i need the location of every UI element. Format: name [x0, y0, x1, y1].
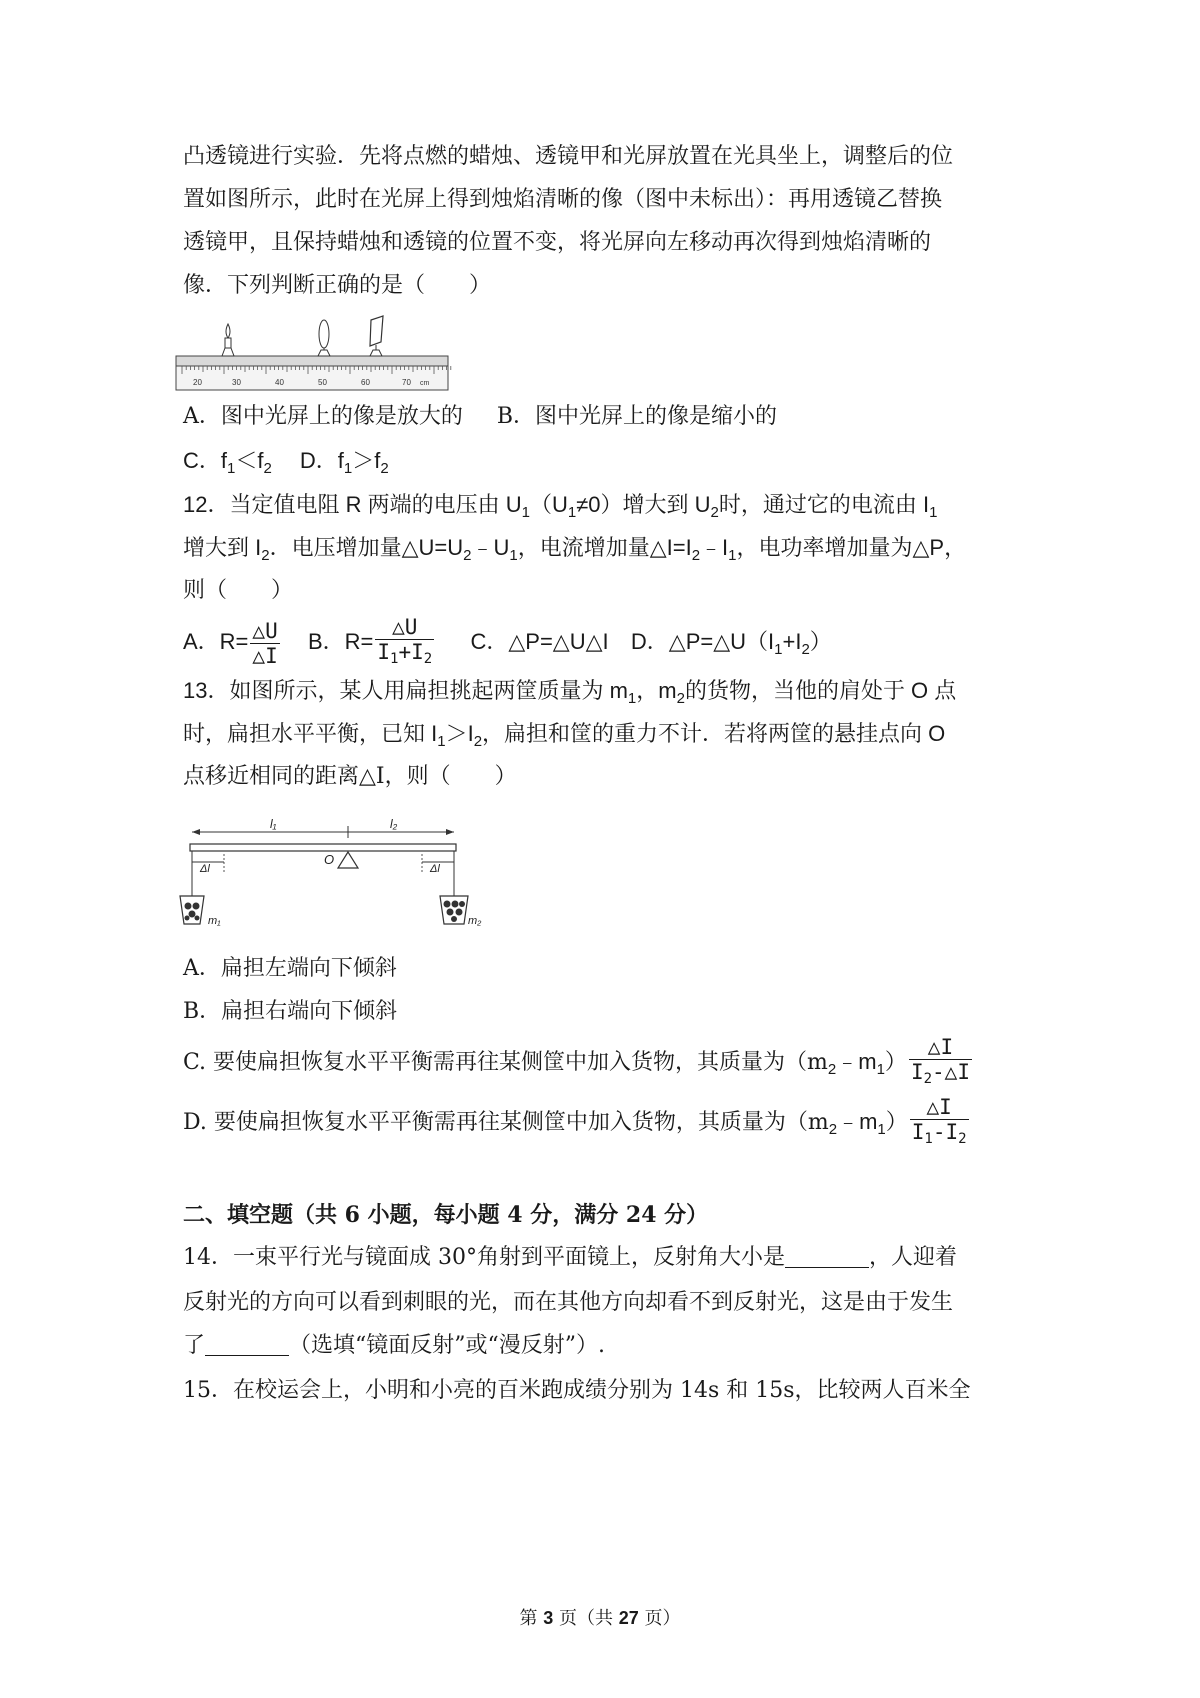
tick-label-20: 20	[193, 378, 202, 387]
tick-label-50: 50	[318, 378, 327, 387]
q14-line-2: 反射光的方向可以看到刺眼的光，而在其他方向却看不到反射光，这是由于发生	[183, 1290, 954, 1315]
q12-option-a: A．R= $\frac{\triangle U}{\triangle I}$	[183, 618, 278, 668]
q13-line-3: 点移近相同的距离△I，则（ ）	[183, 764, 517, 789]
label-dl-left: Δl	[200, 863, 210, 875]
fulcrum-o	[338, 852, 358, 868]
label-o: O	[324, 852, 335, 867]
candle	[222, 324, 234, 356]
q12-option-c: C．△P=△U△I	[470, 629, 609, 654]
tick-label-70: 70	[402, 378, 411, 387]
page-total: 27	[618, 1608, 639, 1628]
q11-option-d: D．$f_1>f_2$	[299, 448, 389, 477]
q12-options	[183, 614, 832, 678]
light-screen	[370, 316, 383, 356]
q11-line-3: 透镜甲，且保持蜡烛和透镜的位置不变，将光屏向左移动再次得到烛焰清晰的	[183, 230, 932, 255]
answer-blank-2[interactable]	[205, 1333, 289, 1356]
q14-line-3: 了 （选填“镜面反射”或“漫反射”）.	[183, 1333, 605, 1358]
q13-option-a: A．扁担左端向下倾斜	[183, 956, 397, 981]
q12-line-1: 12．当定值电阻 R 两端的电压由 $U_1(U_1\ne 0)$增大到 $U_2$时，通过它的电流由 $I_1$	[183, 492, 938, 521]
q11-option-c: C．$f_1<f_2$	[183, 448, 272, 477]
q11-options-row-1	[183, 402, 777, 432]
label-m2: m₂	[468, 915, 482, 927]
q15-line-1: 15．在校运会上，小明和小亮的百米跑成绩分别为 14s 和 15s，比较两人百米全	[183, 1378, 971, 1403]
q13-option-c: C. 要使扁担恢复水平平衡需再往某侧筐中加入货物，其质量为$(m_2﹣m_1)$ $\frac{\triangle I}{I_2-\triangle I}$	[183, 1035, 970, 1087]
tick-label-40: 40	[275, 378, 284, 387]
label-l2: l₂	[390, 817, 398, 831]
q14-line-1: 14．一束平行光与镜面成 30°角射到平面镜上，反射角大小是 ，人迎着	[183, 1245, 957, 1270]
q13-option-b: B．扁担右端向下倾斜	[183, 999, 398, 1024]
shoulder-pole-figure	[178, 812, 482, 936]
q13-option-d: D. 要使扁担恢复水平平衡需再往某侧筐中加入货物，其质量为$(m_2﹣m_1)$ $\frac{\triangle I}{I_1-I_2}$	[183, 1095, 967, 1147]
pole	[190, 844, 456, 851]
q13-line-1: 13．如图所示，某人用扁担挑起两筐质量为 $m_1$，$m_2$的货物，当他的肩处于 O 点	[183, 678, 957, 707]
label-m1: m₁	[208, 915, 221, 927]
tick-label-30: 30	[232, 378, 241, 387]
tick-unit: cm	[420, 380, 430, 387]
q13-line-2: 时，扁担水平平衡，已知 $I_1>I_2$，扁担和筐的重力不计．若将两筐的悬挂点向 O	[183, 721, 946, 750]
optical-bench-figure	[176, 312, 450, 392]
q11-option-b: B．图中光屏上的像是缩小的	[496, 404, 778, 429]
label-dl-right: Δl	[430, 863, 440, 875]
answer-blank-1[interactable]	[785, 1245, 869, 1268]
q11-options-row-2	[183, 446, 389, 484]
convex-lens	[318, 320, 330, 356]
page-number: 3	[543, 1608, 554, 1628]
section-heading: 二、填空题（共 6 小题，每小题 4 分，满分 24 分）	[183, 1202, 709, 1228]
label-l1: l₁	[270, 817, 277, 831]
page-footer: 第 3 页（共 27 页）	[519, 1608, 681, 1629]
q12-line-3: 则（ ）	[183, 578, 294, 603]
tick-label-60: 60	[361, 378, 370, 387]
q11-option-a: A．图中光屏上的像是放大的	[183, 404, 463, 429]
q12-option-b: B．R= $\frac{\triangle U}{I_1+I_2}$	[307, 615, 433, 668]
q12-line-2: 增大到 $I_2$．电压增加量$\triangle U=U_2﹣U_1$，电流增加量$\triangle I=I_2﹣I_1$，电功率增加量为△P，	[183, 535, 967, 564]
q11-line-4: 像．下列判断正确的是（ ）	[183, 273, 492, 298]
q11-line-1: 凸透镜进行实验．先将点燃的蜡烛、透镜甲和光屏放置在光具坐上，调整后的位	[183, 144, 954, 169]
q11-line-2: 置如图所示，此时在光屏上得到烛焰清晰的像（图中未标出）：再用透镜乙替换	[183, 187, 943, 212]
q12-option-d: D．$\triangle P=\triangle U(I_1+I_2)$	[630, 629, 832, 658]
